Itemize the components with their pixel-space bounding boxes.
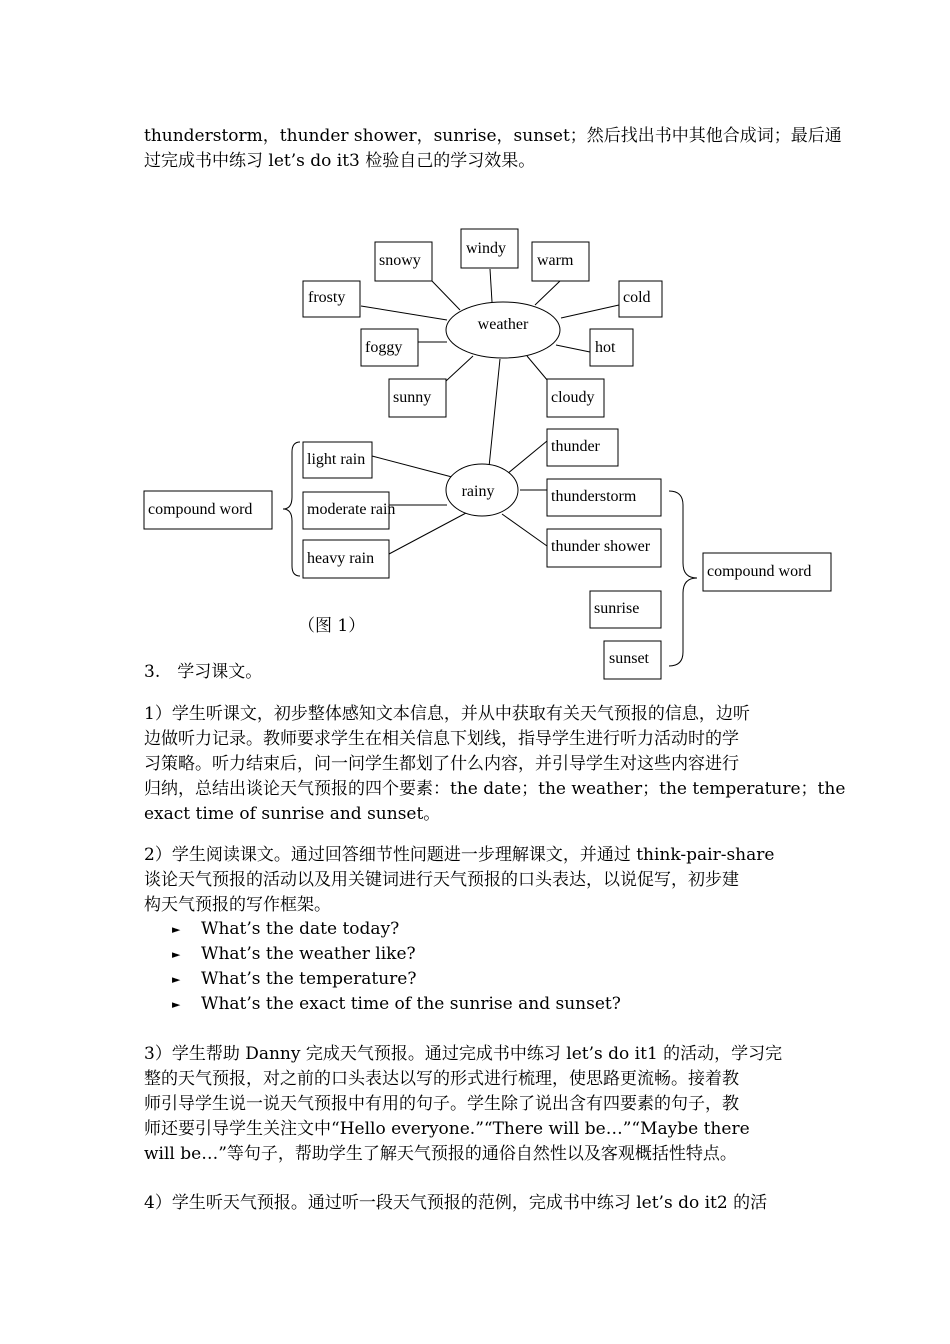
- text-line: 1）学生听课文，初步整体感知文本信息，并从中获取有关天气预报的信息，边听: [144, 704, 750, 724]
- word-snowy: snowy: [379, 252, 421, 269]
- word-cold: cold: [623, 289, 651, 306]
- text-line: thunderstorm，thunder shower，sunrise，sunset；然后找出书中其他合成词；最后通: [144, 126, 842, 146]
- list-item: ► What’s the weather like?: [172, 942, 621, 967]
- text-line: 归纳，总结出谈论天气预报的四个要素：the date；the weather；the temperature；the: [144, 779, 846, 799]
- text-line: will be…”等句子，帮助学生了解天气预报的通俗自然性以及客观概括性特点。: [144, 1144, 737, 1164]
- text-line: 师引导学生说一说天气预报中有用的句子。学生除了说出含有四要素的句子，教: [144, 1094, 739, 1114]
- word-thunderstorm: thunderstorm: [551, 488, 637, 505]
- word-cloudy: cloudy: [551, 389, 595, 406]
- word-light-rain: light rain: [307, 451, 366, 468]
- compound-word-right: compound word: [707, 563, 812, 580]
- section-heading-text: 3. 学习课文。: [144, 662, 263, 682]
- text-line: 构天气预报的写作框架。: [144, 895, 331, 915]
- triangle-bullet-icon: ►: [172, 973, 181, 986]
- word-sunrise: sunrise: [594, 600, 640, 617]
- text-line: exact time of sunrise and sunset。: [144, 804, 441, 824]
- word-foggy: foggy: [365, 339, 403, 356]
- text-line: 习策略。听力结束后，问一问学生都划了什么内容，并引导学生对这些内容进行: [144, 754, 739, 774]
- text-line: 谈论天气预报的活动以及用关键词进行天气预报的口头表达，以说促写，初步建: [144, 870, 739, 890]
- rainy-label: rainy: [461, 483, 495, 500]
- triangle-bullet-icon: ►: [172, 998, 181, 1011]
- word-boxes: [144, 229, 831, 679]
- word-sunny: sunny: [393, 389, 432, 406]
- triangle-bullet-icon: ►: [172, 923, 181, 936]
- paragraph-3: [144, 1042, 808, 1167]
- list-item: ► What’s the exact time of the sunrise and sunset?: [172, 992, 621, 1017]
- text-line: 4）学生听天气预报。通过听一段天气预报的范例，完成书中练习 let’s do it2 的活: [144, 1193, 768, 1213]
- text-line: 过完成书中练习 let’s do it3 检验自己的学习效果。: [144, 151, 536, 171]
- paragraph-2: [144, 843, 808, 918]
- text-line: 师还要引导学生关注文中“Hello everyone.”“There will be…”“Maybe there: [144, 1119, 750, 1139]
- word-sunset: sunset: [609, 650, 649, 667]
- paragraph-1: [144, 702, 846, 827]
- word-hot: hot: [595, 339, 616, 356]
- word-frosty: frosty: [308, 289, 346, 306]
- triangle-bullet-icon: ►: [172, 948, 181, 961]
- word-windy: windy: [466, 240, 506, 257]
- section-heading: [144, 660, 808, 685]
- weather-label: weather: [477, 316, 529, 333]
- word-thunder: thunder: [551, 438, 600, 455]
- list-item: ► What’s the temperature?: [172, 967, 621, 992]
- compound-word-left: compound word: [148, 501, 253, 518]
- text-line: 3）学生帮助 Danny 完成天气预报。通过完成书中练习 let’s do it1 的活动，学习完: [144, 1044, 783, 1064]
- text-line: 整的天气预报，对之前的口头表达以写的形式进行梳理，使思路更流畅。接着教: [144, 1069, 739, 1089]
- word-thunder-shower: thunder shower: [551, 538, 651, 555]
- figure-caption: （图 1）: [298, 616, 366, 636]
- word-warm: warm: [537, 252, 574, 269]
- text-line: 边做听力记录。教师要求学生在相关信息下划线，指导学生进行听力活动时的学: [144, 729, 739, 749]
- word-moderate-rain: moderate rain: [307, 501, 396, 518]
- question-list: [172, 917, 621, 1017]
- text-line: 2）学生阅读课文。通过回答细节性问题进一步理解课文，并通过 think-pair-share: [144, 845, 775, 865]
- word-heavy-rain: heavy rain: [307, 550, 375, 567]
- paragraph-4: [144, 1191, 808, 1216]
- list-item: ► What’s the date today?: [172, 917, 621, 942]
